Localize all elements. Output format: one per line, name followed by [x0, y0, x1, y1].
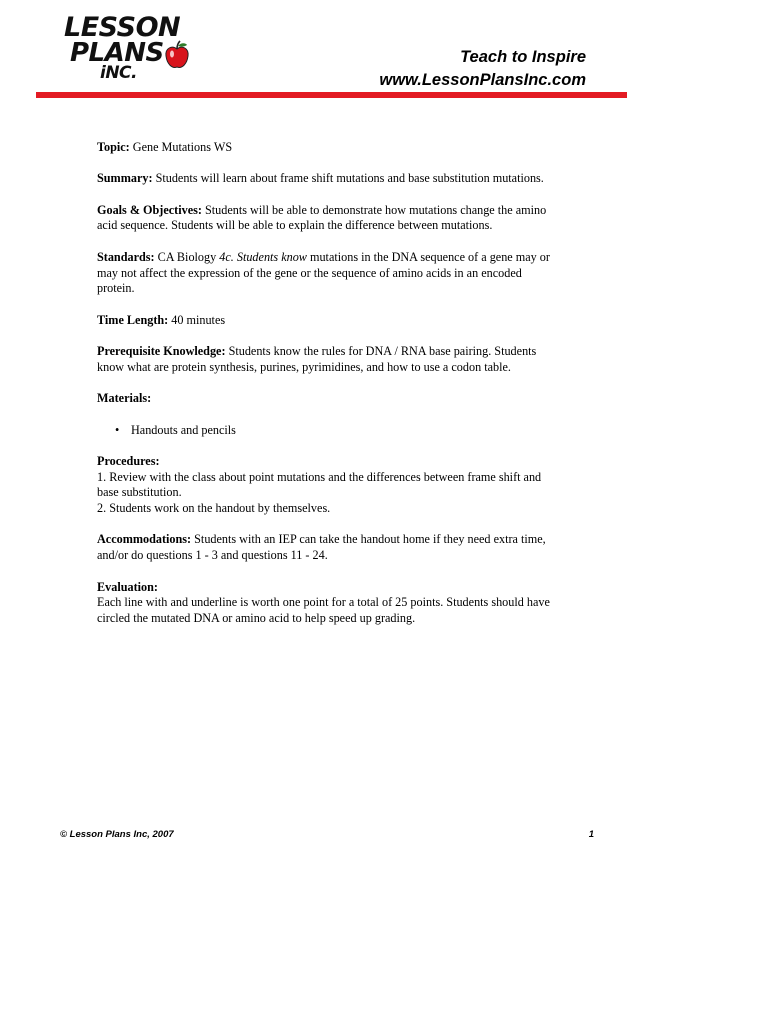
- standards-section: [97, 250, 552, 297]
- logo-line-3: iNC.: [100, 63, 137, 83]
- header-divider: [36, 92, 627, 98]
- summary-label: Summary:: [97, 171, 153, 186]
- materials-label: Materials:: [97, 391, 152, 406]
- header-tagline: [379, 46, 586, 92]
- copyright-text: © Lesson Plans Inc, 2007: [60, 829, 174, 840]
- accommodations-label: Accommodations:: [97, 532, 192, 547]
- time-length-section: [97, 313, 552, 329]
- goals-section: [97, 203, 552, 234]
- evaluation-text: Each line with and underline is worth one point for a total of 25 points. Students should have circled the mutated DNA or amino acid to help speed up grading.: [97, 595, 550, 625]
- goals-text: Students will be able to demonstrate how mutations change the amino acid sequence. Students will be able to explain the difference between mutations.: [97, 202, 547, 233]
- lesson-plan-body: [97, 140, 552, 642]
- prerequisite-section: [97, 344, 552, 375]
- list-item: [97, 423, 552, 439]
- standards-text-a: CA Biology: [157, 249, 217, 264]
- accommodations-text: Students with an IEP can take the handout home if they need extra time, and/or do questions 1 - 3 and questions 11 - 24.: [97, 532, 546, 563]
- prerequisite-text: Students know the rules for DNA / RNA base pairing. Students know what are protein synthesis, purines, pyrimidines, and how to use a codon table.: [97, 344, 537, 374]
- page-footer: [60, 829, 594, 840]
- bullet-icon: •: [115, 422, 120, 437]
- logo-line-2: PLANS: [70, 38, 164, 68]
- topic-label: Topic:: [97, 140, 130, 154]
- standards-text-b: mutations in the DNA sequence of a gene may or may not affect the expression of the gene or the sequence of amino acids in an encoded protein.: [97, 249, 550, 296]
- summary-section: [97, 171, 552, 187]
- tagline-text: Teach to Inspire: [460, 48, 586, 66]
- materials-list: [97, 423, 552, 439]
- topic-text: Gene Mutations WS: [132, 140, 233, 154]
- procedure-step-1: 1. Review with the class about point mutations and the differences between frame shift and base substitution.: [97, 469, 542, 500]
- procedures-label: Procedures:: [97, 453, 160, 468]
- prerequisite-label: Prerequisite Knowledge:: [97, 344, 226, 359]
- summary-text: Students will learn about frame shift mutations and base substitution mutations.: [155, 171, 544, 186]
- goals-label: Goals & Objectives:: [97, 202, 202, 217]
- material-item: Handouts and pencils: [131, 422, 236, 437]
- page-number: 1: [588, 829, 594, 840]
- company-logo: [64, 14, 192, 88]
- apple-icon: [164, 40, 190, 70]
- website-url: www.LessonPlansInc.com: [379, 71, 586, 89]
- accommodations-section: [97, 532, 552, 563]
- logo-line-1: LESSON: [64, 12, 181, 43]
- evaluation-label: Evaluation:: [97, 579, 158, 594]
- standards-label: Standards:: [97, 249, 155, 264]
- procedure-step-2: 2. Students work on the handout by themselves.: [97, 501, 331, 516]
- time-length-label: Time Length:: [97, 312, 169, 327]
- procedures-section: [97, 454, 552, 517]
- standards-text-italic: 4c. Students know: [219, 249, 307, 264]
- materials-section: [97, 391, 552, 407]
- time-length-text: 40 minutes: [171, 312, 226, 327]
- topic-section: [97, 140, 552, 156]
- evaluation-section: [97, 580, 552, 627]
